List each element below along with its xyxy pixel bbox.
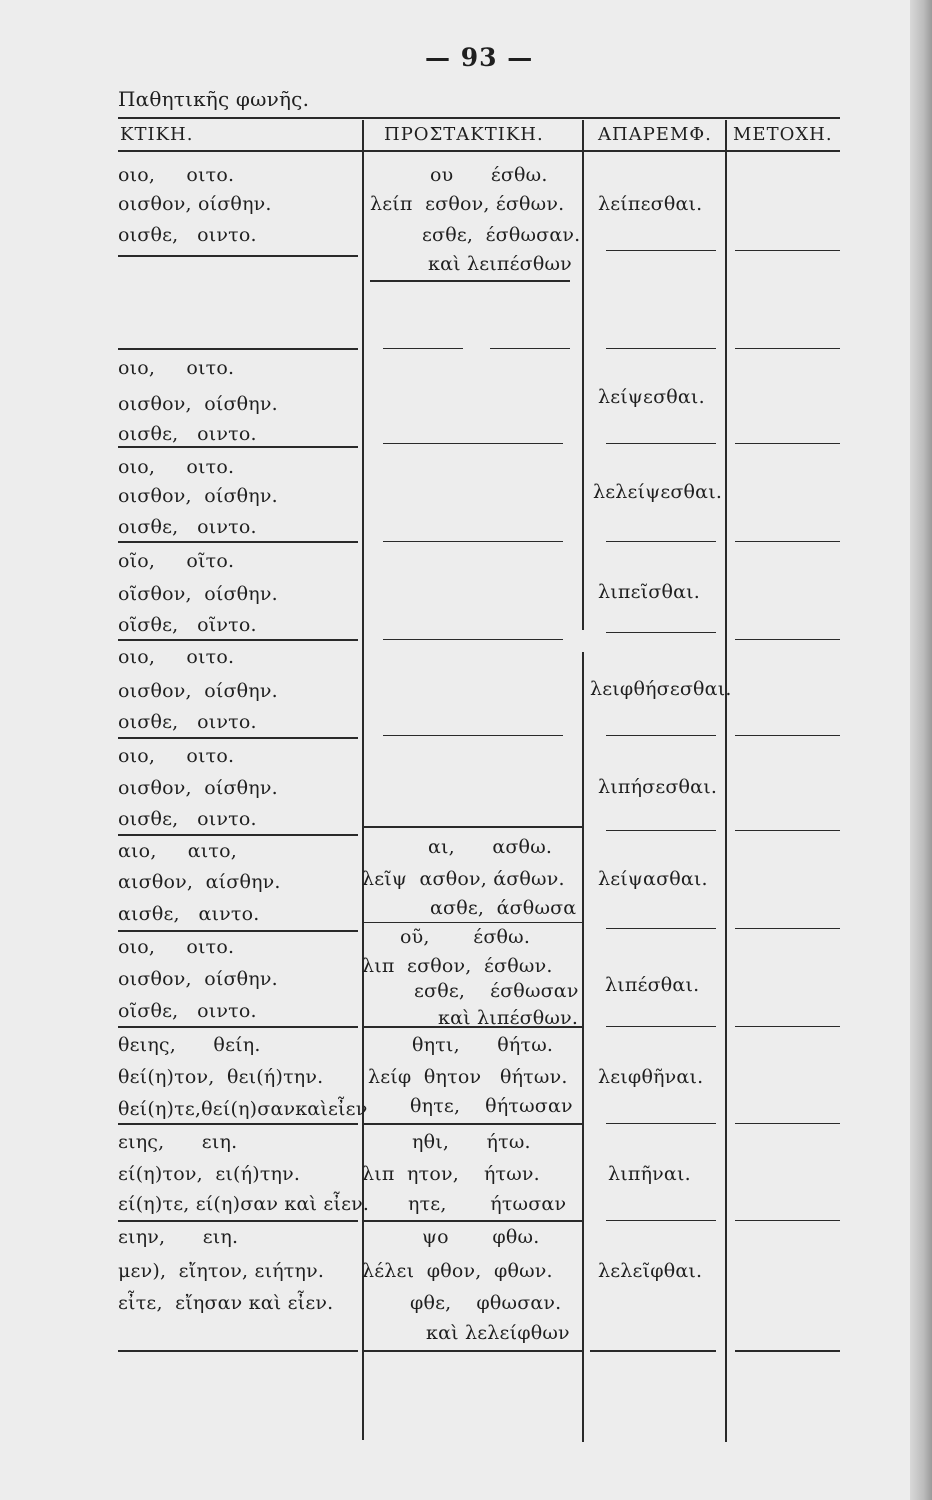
participle-form-entry	[0, 485, 1, 507]
indicative-form-entry: οισθον, οίσθην.	[118, 680, 278, 702]
section-rule	[735, 1350, 840, 1352]
indicative-form-entry: οισθον, οίσθην.	[118, 393, 278, 415]
section-rule	[118, 834, 358, 836]
indicative-form-entry: θεί(η)τε,θεί(η)σανκαὶεἶεν	[118, 1098, 368, 1120]
indicative-form-entry: εί(η)τον, ει(ή)την.	[118, 1163, 301, 1185]
indicative-form-entry: οιο, οιτο.	[118, 164, 235, 186]
participle-form-entry	[0, 550, 1, 572]
imperative-form-entry: θητε, θήτωσαν	[410, 1095, 573, 1117]
indicative-form-entry: ειην, ειη.	[118, 1226, 239, 1248]
indicative-form-entry: αιο, αιτο,	[118, 840, 238, 862]
participle-form-entry	[0, 808, 1, 830]
column-divider	[582, 120, 584, 630]
section-rule	[735, 830, 840, 831]
section-rule	[490, 348, 570, 349]
infinitive-form-entry: λιπῆναι.	[608, 1163, 691, 1185]
indicative-form-entry: οισθε, οιντο.	[118, 224, 257, 246]
section-title: Παθητικῆς φωνῆς.	[118, 87, 310, 111]
imperative-form-entry: ψο φθω.	[422, 1226, 540, 1248]
section-rule	[735, 735, 840, 736]
section-rule	[735, 541, 840, 542]
participle-form-entry	[0, 1131, 1, 1153]
header-indicative: ΚΤΙΚΗ.	[120, 124, 194, 145]
imperative-form-entry: εσθε, έσθωσαν	[414, 980, 579, 1002]
section-rule	[606, 735, 716, 736]
section-rule	[383, 443, 563, 444]
header-infinitive: ΑΠΑΡΕΜΦ.	[598, 124, 712, 145]
indicative-form-entry: οισθον, οίσθην.	[118, 777, 278, 799]
section-rule	[118, 255, 358, 257]
section-rule	[370, 280, 570, 282]
participle-form-entry	[0, 776, 1, 798]
section-rule	[735, 348, 840, 349]
indicative-form-entry: οῖσθε, οιντο.	[118, 1000, 257, 1022]
participle-form-entry	[0, 903, 1, 925]
indicative-form-entry: οισθε, οιντο.	[118, 711, 257, 733]
participle-form-entry	[0, 614, 1, 636]
indicative-form-entry: οισθον, οίσθην.	[118, 193, 272, 215]
imperative-form-entry: λέλει φθον, φθων.	[362, 1260, 553, 1282]
indicative-form-entry: οιο, οιτο.	[118, 745, 235, 767]
section-rule	[118, 1123, 358, 1125]
infinitive-form-entry: λιπεῖσθαι.	[598, 581, 701, 603]
section-rule	[735, 1220, 840, 1221]
indicative-form-entry: ειης, ειη.	[118, 1131, 238, 1153]
infinitive-form-entry: λειφθήσεσθαι.	[590, 678, 732, 700]
participle-form-entry	[0, 581, 1, 603]
section-rule	[118, 639, 358, 641]
section-rule	[606, 250, 716, 251]
indicative-form-entry: θεί(η)τον, θει(ή)την.	[118, 1066, 324, 1088]
section-rule	[362, 826, 582, 828]
indicative-form-entry: οῖσθον, οίσθην.	[118, 583, 278, 605]
indicative-form-entry: θειης, θείη.	[118, 1034, 261, 1056]
participle-form-entry	[0, 1292, 1, 1314]
section-rule	[590, 1350, 716, 1352]
indicative-form-entry: αισθε, αιντο.	[118, 903, 260, 925]
indicative-form-entry: αισθον, αίσθην.	[118, 871, 281, 893]
imperative-form-entry: λεῖψ ασθον, άσθων.	[362, 868, 565, 890]
section-rule	[362, 1026, 582, 1028]
section-rule	[735, 250, 840, 251]
participle-form-entry	[0, 871, 1, 893]
header-rule-top	[118, 117, 840, 119]
section-rule	[735, 443, 840, 444]
imperative-form-entry: ασθε, άσθωσα	[430, 897, 577, 919]
header-imperative: ΠΡΟΣΤΑΚΤΙΚΗ.	[384, 124, 544, 145]
participle-form-entry	[0, 646, 1, 668]
imperative-form-entry: λείπ εσθον, έσθων.	[370, 193, 565, 215]
column-divider	[582, 652, 584, 1442]
imperative-form-entry: καὶ λιπέσθων.	[438, 1007, 579, 1029]
imperative-form-entry: λείφ θητον θήτων.	[368, 1066, 568, 1088]
participle-form-entry	[0, 224, 1, 246]
participle-form-entry	[0, 1193, 1, 1215]
participle-form-entry	[0, 1226, 1, 1248]
page-number: — 93 —	[425, 43, 534, 72]
participle-form-entry	[0, 711, 1, 733]
participle-form-entry	[0, 1098, 1, 1120]
section-rule	[118, 1026, 358, 1028]
section-rule	[606, 928, 716, 929]
indicative-form-entry: οισθε, οιντο.	[118, 808, 257, 830]
participle-form-entry	[0, 1163, 1, 1185]
indicative-form-entry: οιο, οιτο.	[118, 936, 235, 958]
indicative-form-entry: εἶτε, εἴησαν καὶ εἶεν.	[118, 1292, 334, 1314]
header-rule-bottom	[118, 150, 840, 152]
section-rule	[735, 1123, 840, 1124]
imperative-form-entry: καὶ λελείφθων	[426, 1322, 570, 1344]
section-rule	[383, 639, 563, 640]
participle-form-entry	[0, 164, 1, 186]
indicative-form-entry: οιο, οιτο.	[118, 456, 235, 478]
indicative-form-entry: οισθον, οίσθην.	[118, 968, 278, 990]
section-rule	[606, 1123, 716, 1124]
section-rule	[118, 1350, 358, 1352]
participle-form-entry	[0, 840, 1, 862]
section-rule	[606, 541, 716, 542]
participle-form-entry	[0, 357, 1, 379]
imperative-form-entry: εσθε, έσθωσαν.	[422, 224, 581, 246]
infinitive-form-entry: λελείψεσθαι.	[593, 481, 723, 503]
section-rule	[362, 1220, 582, 1222]
participle-form-entry	[0, 968, 1, 990]
infinitive-form-entry: λείψασθαι.	[598, 868, 708, 890]
indicative-form-entry: οισθον, οίσθην.	[118, 485, 278, 507]
section-rule	[118, 348, 358, 350]
section-rule	[118, 737, 358, 739]
infinitive-form-entry: λειφθῆναι.	[598, 1066, 704, 1088]
participle-form-entry	[0, 1000, 1, 1022]
section-rule	[383, 348, 463, 349]
section-rule	[383, 541, 563, 542]
infinitive-form-entry: λείψεσθαι.	[598, 386, 705, 408]
section-rule	[118, 1220, 358, 1222]
infinitive-form-entry: λιπήσεσθαι.	[598, 776, 718, 798]
section-rule	[362, 922, 582, 923]
section-rule	[606, 443, 716, 444]
imperative-form-entry: ητε, ήτωσαν	[408, 1193, 567, 1215]
page-edge	[910, 0, 932, 1500]
indicative-form-entry: οισθε, οιντο.	[118, 516, 257, 538]
imperative-form-entry: φθε, φθωσαν.	[410, 1292, 562, 1314]
participle-form-entry	[0, 1260, 1, 1282]
column-divider	[725, 120, 727, 1442]
section-rule	[606, 1220, 716, 1221]
indicative-form-entry: οῖσθε, οῖντο.	[118, 614, 257, 636]
indicative-form-entry: οιο, οιτο.	[118, 357, 235, 379]
participle-form-entry	[0, 745, 1, 767]
column-divider	[362, 120, 364, 1440]
section-rule	[118, 541, 358, 543]
section-rule	[362, 1350, 582, 1352]
infinitive-form-entry: λελεῖφθαι.	[598, 1260, 703, 1282]
imperative-form-entry: αι, ασθω.	[428, 836, 553, 858]
imperative-form-entry: καὶ λειπέσθων	[428, 253, 572, 275]
section-rule	[606, 632, 716, 633]
imperative-form-entry: λιπ εσθον, έσθων.	[362, 955, 553, 977]
infinitive-form-entry: λείπεσθαι.	[598, 193, 703, 215]
section-rule	[606, 1026, 716, 1027]
section-rule	[735, 1026, 840, 1027]
imperative-form-entry: ηθι, ήτω.	[412, 1131, 531, 1153]
participle-form-entry	[0, 516, 1, 538]
participle-form-entry	[0, 936, 1, 958]
participle-form-entry	[0, 418, 1, 440]
section-rule	[606, 348, 716, 349]
section-rule	[735, 928, 840, 929]
imperative-form-entry: θητι, θήτω.	[412, 1034, 554, 1056]
section-rule	[383, 735, 563, 736]
indicative-form-entry: οῖο, οῖτο.	[118, 550, 235, 572]
imperative-form-entry: ου έσθω.	[430, 164, 548, 186]
participle-form-entry	[0, 386, 1, 408]
section-rule	[118, 446, 358, 448]
participle-form-entry	[0, 1066, 1, 1088]
participle-form-entry	[0, 193, 1, 215]
imperative-form-entry: οῦ, έσθω.	[400, 926, 531, 948]
indicative-form-entry: οισθε, οιντο.	[118, 423, 257, 445]
section-rule	[606, 830, 716, 831]
participle-form-entry	[0, 1034, 1, 1056]
imperative-form-entry: λιπ ητον, ήτων.	[362, 1163, 540, 1185]
section-rule	[118, 930, 358, 932]
participle-form-entry	[0, 680, 1, 702]
participle-form-entry	[0, 452, 1, 474]
infinitive-form-entry: λιπέσθαι.	[605, 974, 700, 996]
indicative-form-entry: εί(η)τε, εί(η)σαν καὶ εἶεν.	[118, 1193, 370, 1215]
header-participle: ΜΕΤΟΧΗ.	[733, 124, 833, 145]
section-rule	[362, 1123, 582, 1125]
indicative-form-entry: μεν), εἴητον, ειήτην.	[118, 1260, 325, 1282]
indicative-form-entry: οιο, οιτο.	[118, 646, 235, 668]
section-rule	[735, 639, 840, 640]
